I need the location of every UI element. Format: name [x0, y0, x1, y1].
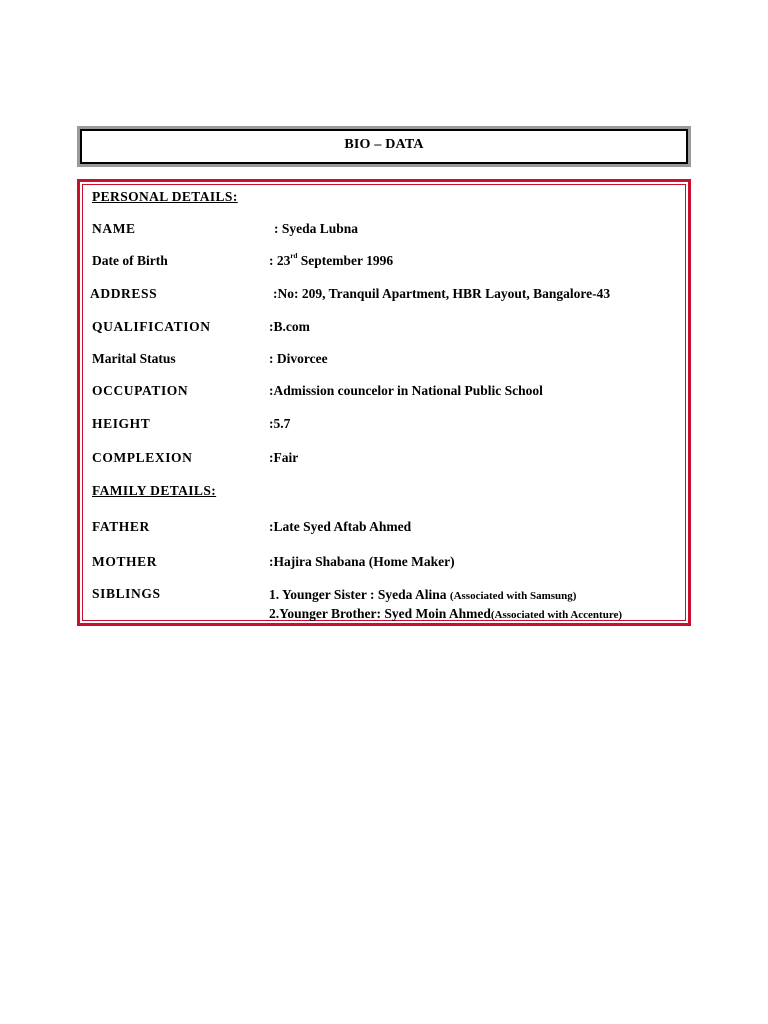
complexion-value: :Fair [269, 450, 299, 465]
sibling-note: (Associated with Samsung) [449, 590, 577, 602]
height-value: :5.7 [269, 416, 291, 431]
marital-status-value: : Divorcee [269, 351, 328, 366]
address-value: :No: 209, Tranquil Apartment, HBR Layout, Bangalore-43 [273, 286, 611, 301]
address-label: ADDRESS [90, 286, 158, 301]
dob-value-month-year: September 1996 [297, 253, 394, 268]
siblings-value [269, 586, 622, 624]
mother-value: :Hajira Shabana (Home Maker) [269, 554, 455, 569]
personal-details-heading: PERSONAL DETAILS: [92, 189, 238, 204]
dob-value [269, 253, 393, 269]
occupation-value: :Admission councelor in National Public School [269, 383, 543, 398]
father-value: :Late Syed Aftab Ahmed [269, 519, 412, 534]
sibling-item [269, 605, 622, 624]
family-details-heading: FAMILY DETAILS: [92, 483, 217, 498]
details-frame [77, 179, 691, 626]
details-inner-frame [82, 184, 686, 621]
name-value: : Syeda Lubna [274, 221, 359, 236]
qualification-label: QUALIFICATION [92, 319, 211, 334]
sibling-note: (Associated with Accenture) [490, 609, 623, 621]
marital-status-label: Marital Status [92, 351, 176, 366]
complexion-label: COMPLEXION [92, 450, 193, 465]
sibling-item [269, 586, 622, 605]
document-title: BIO – DATA [344, 136, 424, 152]
siblings-label: SIBLINGS [92, 586, 161, 601]
title-inner-frame [80, 129, 688, 164]
qualification-value: :B.com [269, 319, 310, 334]
dob-label: Date of Birth [92, 253, 168, 268]
father-label: FATHER [92, 519, 150, 534]
dob-value-ordinal: rd [290, 252, 298, 260]
sibling-main: 1. Younger Sister : Syeda Alina [269, 587, 450, 602]
name-label: NAME [92, 221, 136, 236]
sibling-main: 2.Younger Brother: Syed Moin Ahmed [269, 606, 491, 621]
mother-label: MOTHER [92, 554, 158, 569]
occupation-label: OCCUPATION [92, 383, 189, 398]
height-label: HEIGHT [92, 416, 151, 431]
dob-value-day: : 23 [269, 253, 291, 268]
title-frame [77, 126, 691, 167]
